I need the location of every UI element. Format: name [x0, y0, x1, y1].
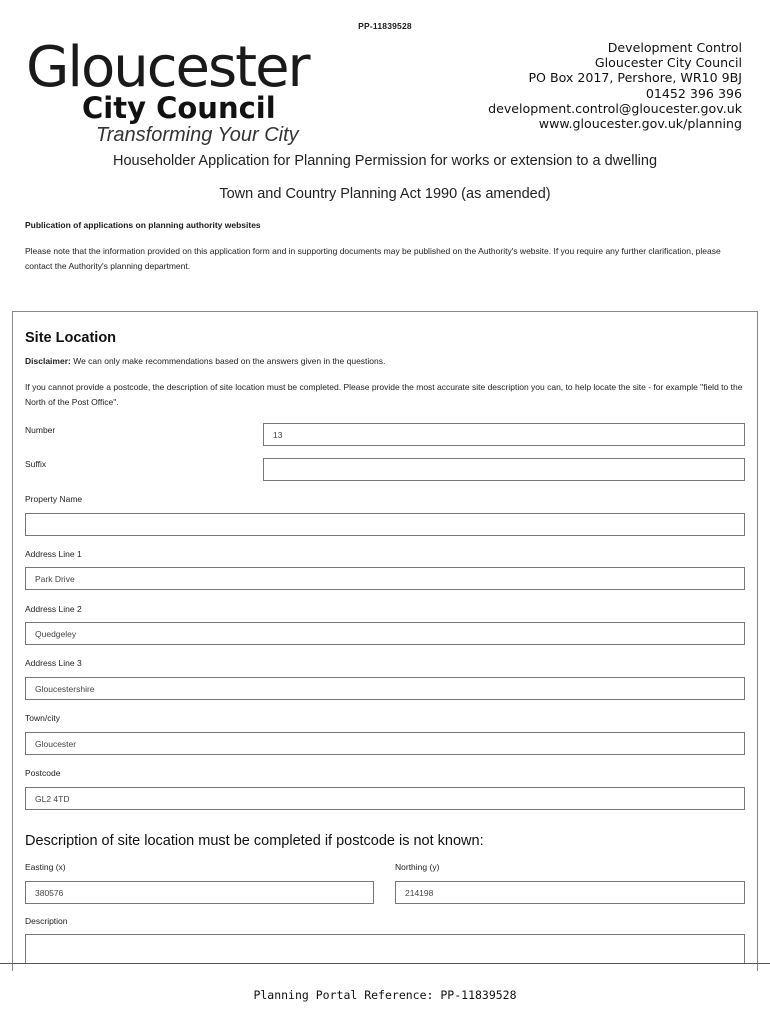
publication-heading: Publication of applications on planning authority websites	[25, 220, 261, 230]
publication-note: Please note that the information provided on this application form and in supporting documents may be published on the Authority's website. If you require any further clarification, please contact the Authority's planning department.	[25, 246, 721, 271]
number-field[interactable]: 13	[263, 423, 745, 446]
site-location-instruction: If you cannot provide a postcode, the description of site location must be completed. Please provide the most accurate site description you can, to help locate the site - for example "field to the North of the Post Office".	[25, 382, 743, 407]
postcode-label: Postcode	[25, 768, 61, 778]
contact-website: www.gloucester.gov.uk/planning	[538, 116, 742, 132]
address-line-1-label: Address Line 1	[25, 549, 82, 559]
description-section-title: Description of site location must be completed if postcode is not known:	[25, 833, 484, 849]
disclaimer	[25, 356, 385, 366]
document-subtitle: Town and Country Planning Act 1990 (as amended)	[219, 186, 551, 202]
contact-address: PO Box 2017, Pershore, WR10 9BJ	[528, 70, 742, 86]
northing-label: Northing (y)	[395, 862, 440, 872]
reference-number-top: PP-11839528	[358, 21, 412, 31]
description-label: Description	[25, 916, 68, 926]
logo-tagline: Transforming Your City	[96, 124, 299, 146]
address-line-2-label: Address Line 2	[25, 604, 82, 614]
disclaimer-label: Disclaimer:	[25, 356, 71, 366]
northing-field[interactable]: 214198	[395, 881, 745, 904]
postcode-field[interactable]: GL2 4TD	[25, 787, 745, 810]
address-line-2-field[interactable]: Quedgeley	[25, 622, 745, 645]
page-divider	[0, 963, 770, 964]
town-city-field[interactable]: Gloucester	[25, 732, 745, 755]
town-city-label: Town/city	[25, 713, 60, 723]
contact-email: development.control@gloucester.gov.uk	[488, 100, 742, 116]
property-name-label: Property Name	[25, 494, 83, 504]
address-line-3-label: Address Line 3	[25, 658, 82, 668]
planning-portal-reference: Planning Portal Reference: PP-11839528	[253, 988, 517, 1002]
logo-council-name: City Council	[82, 91, 276, 125]
number-label: Number	[25, 425, 56, 435]
description-textarea[interactable]	[25, 934, 745, 963]
address-line-3-field[interactable]: Gloucestershire	[25, 677, 745, 700]
disclaimer-text: We can only make recommendations based on the answers given in the questions.	[70, 356, 386, 366]
council-logo	[26, 35, 326, 150]
contact-department: Development Control	[607, 40, 742, 55]
property-name-field[interactable]	[25, 513, 745, 536]
logo-wordmark: Gloucester	[26, 35, 309, 100]
contact-organisation: Gloucester City Council	[594, 55, 742, 71]
easting-field[interactable]: 380576	[25, 881, 374, 904]
site-location-title: Site Location	[25, 330, 117, 346]
contact-phone: 01452 396 396	[645, 85, 742, 101]
contact-block	[488, 40, 742, 131]
address-line-1-field[interactable]: Park Drive	[25, 567, 745, 590]
suffix-label: Suffix	[25, 459, 47, 469]
suffix-field[interactable]	[263, 458, 745, 481]
easting-label: Easting (x)	[25, 862, 66, 872]
document-title: Householder Application for Planning Permission for works or extension to a dwelling	[112, 153, 658, 169]
